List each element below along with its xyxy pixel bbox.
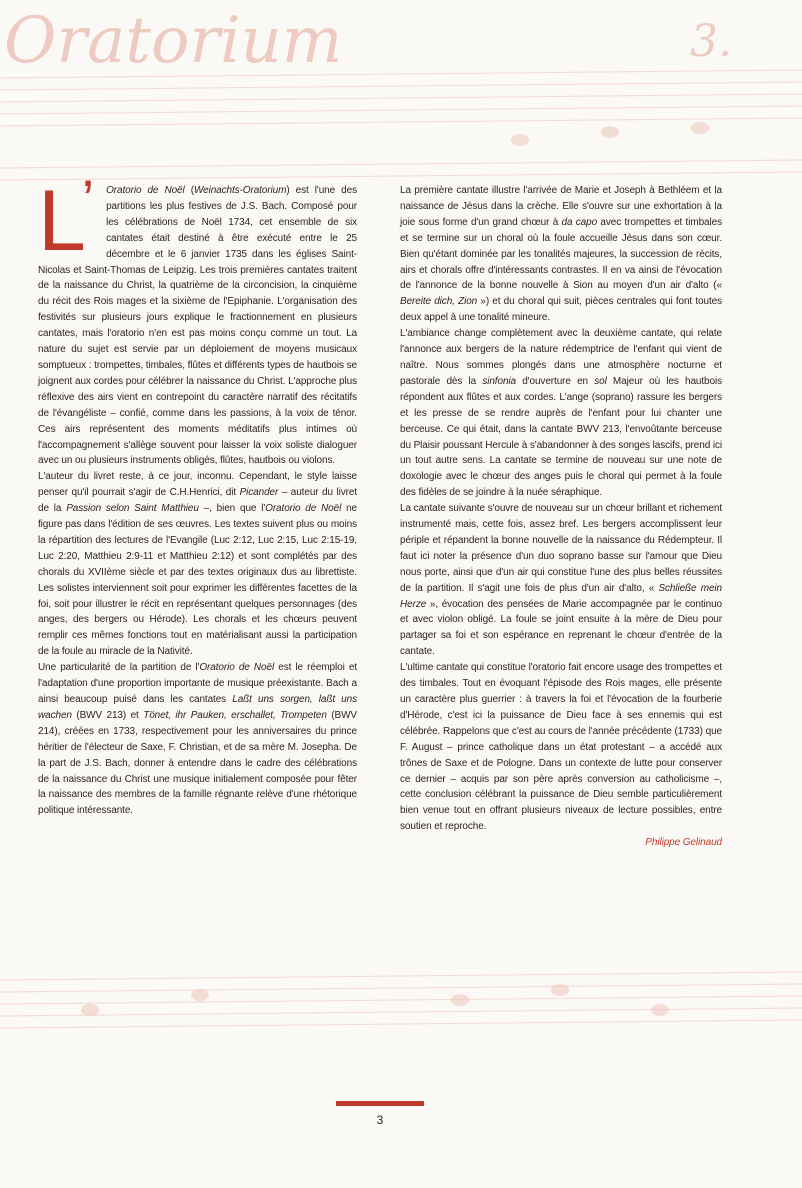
right-paragraphs bbox=[400, 183, 722, 835]
paragraph: L'ultime cantate qui constitue l'oratorio fait encore usage des trompettes et des timbales. Tout en évoquant l'épisode des Rois mages, elle présente un caractère plus guerrier : à travers la foi et l'évocation de la fourberie d'Hérode, c'est ici la puissance de Dieu face à ses ennemis qui est célébrée. Rappelons que c'est au cours de l'année précédente (1733) que F. August – prince catholique dans un état protestant – a accédé aux trônes de Saxe et de Pologne. Dans un contexte de lutte pour conserver ce dernier – acquis par son père après conversion au catholicisme –, cette conclusion célébrant la puissance de Dieu semble particulièrement bien venue tout en offrant plusieurs niveaux de lecture possibles, entre soutien et reproche. bbox=[400, 662, 722, 833]
paragraph: L'ambiance change complètement avec la deuxième cantate, qui relate l'annonce aux bergers de la nature rédemptrice de l'enfant qui vient de naître. Nous sommes plongés dans une atmosphère nocturne et pastorale dès la sinfonia d'ouverture en sol Majeur où les hautbois répondent aux flûtes et aux cordes. L'ange (soprano) rassure les bergers et les presse de se rendre auprès de l'enfant pour lui chanter une berceuse. Ce qui était, dans la cantate BWV 213, l'envoûtante berceuse du Plaisir poussant Hercule à s'abandonner à des songes lascifs, prend ici un tout autre sens. La cantate se termine de nouveau sur une note de doxologie avec le chœur des anges puis le choral qui permet à la foule des fidèles de se joindre à la nuée séraphique. bbox=[400, 328, 722, 499]
left-paragraphs bbox=[38, 168, 357, 819]
author-signature: Philippe Gelinaud bbox=[645, 837, 722, 849]
left-column bbox=[38, 168, 357, 819]
page-number: 3 bbox=[376, 1113, 384, 1127]
header-script-right: 3. bbox=[690, 16, 732, 67]
drop-cap: L’ bbox=[38, 168, 95, 269]
paragraph: Oratorio de Noël (Weinachts-Oratorium) est l'une des partitions les plus festives de J.S. Bach. Composé pour les célébrations de Noël 1734, cet ensemble de six cantates était destiné à être exécuté entre le 25 décembre et le 6 janvier 1735 dans les églises Saint-Nicolas et Saint-Thomas de Leipzig. Les trois premières cantates traitent de la naissance du Christ, la quatrième de la circoncision, la cinquième du récit des Rois mages et la sixième de l'Epiphanie. L'organisation des festivités sur plusieurs jours explique le fractionnement en plusieurs cantates, mais l'oratorio n'en est pas moins conçu comme un tout. La nature du sujet est servie par un déploiement de moyens musicaux somptueux : trompettes, timbales, flûtes et différents types de hautbois se joignent aux cordes pour célébrer la naissance du Christ. L'approche plus réflexive des airs vient en contrepoint du caractère narratif des récitatifs de l'évangéliste – confié, comme dans les passions, à la voix de ténor. Ces airs représentent des moments méditatifs plus intimes où l'accompagnement s'allège souvent pour laisser la voix soliste dialoguer avec un ou plusieurs instruments obligés, flûtes, hautbois ou violons. bbox=[38, 185, 357, 467]
paragraph: L'auteur du livret reste, à ce jour, inconnu. Cependant, le style laisse penser qu'il pourrait s'agir de C.H.Henrici, dit Picander – auteur du livret de la Passion selon Saint Matthieu –, bien que l'Oratorio de Noël ne figure pas dans l'édition de ses œuvres. Les textes suivent plus ou moins la répartition des lectures de l'Evangile (Luc 2:12, Luc 2:15, Luc 2:15-19, Luc 2:20, Matthieu 2:9-11 et Matthieu 2:12) et sont complétés par des chorals du XVIIème siècle et par des textes originaux dus au librettiste. Les solistes interviennent soit pour exprimer les différentes facettes de la foi, soit pour illustrer le récit en représentant quelques personnages (des anges, des bergers ou Hérode). Les chorals et les chœurs peuvent remplir ces mêmes fonctions tout en matérialisant aussi la participation de la foule au miracle de la Nativité. bbox=[38, 471, 357, 658]
paragraph: La première cantate illustre l'arrivée de Marie et Joseph à Bethléem et la naissance de Jésus dans la crèche. Elle s'ouvre sur une exhortation à la joie sous forme d'un grand chœur à da capo avec trompettes et timbales et se termine sur un choral où la foule accueille Jésus dans son cœur. Bien qu'étant dominée par les tonalités majeures, la succession de récits, airs et chorals offre d'intéressants contrastes. Il en va ainsi de l'évocation de l'annonce de la bonne nouvelle à Sion au moyen d'un air d'alto (« Bereite dich, Zion ») et du choral qui suit, pièces centrales qui font toutes deux appel à une tonalité mineure. bbox=[400, 185, 722, 324]
header-script: Oratorium bbox=[4, 4, 343, 78]
paragraph: Une particularité de la partition de l'Oratorio de Noël est le réemploi et l'adaptation d'une proportion importante de musique préexistante. Bach a ainsi beaucoup puisé dans les cantates Laßt uns sorgen, laßt uns wachen (BWV 213) et Tönet, ihr Pauken, erschallet, Trompeten (BWV 214), créées en 1733, respectivement pour les anniversaires du prince héritier de l'électeur de Saxe, F. Christian, et de sa mère M. Josepha. De la part de J.S. Bach, donner à entendre dans le cadre des célébrations de la naissance du Christ une musique initialement composée pour fêter la naissance des membres de la famille régnante relève d'une rhétorique politique intéressante. bbox=[38, 662, 357, 817]
right-column bbox=[400, 183, 722, 851]
paragraph: La cantate suivante s'ouvre de nouveau sur un chœur brillant et richement instrumenté mais, cette fois, assez bref. Les bergers accomplissent leur périple et répandent la bonne nouvelle de la naissance du Rédempteur. Il faut ici noter la présence d'un duo soprano basse sur l'amour que Dieu nous porte, ainsi que d'un air qui constitue l'une des plus belles réussites de la partition. Il s'agit une fois de plus d'un air d'alto, « Schließe mein Herze », évocation des pensées de Marie accompagnée par le continuo et avec violon obligé. La foule se joint ensuite à la mère de Dieu pour partager sa foi et son espérance en reprenant le chœur d'entrée de la cantate. bbox=[400, 503, 722, 658]
footer-accent-bar bbox=[336, 1101, 424, 1106]
